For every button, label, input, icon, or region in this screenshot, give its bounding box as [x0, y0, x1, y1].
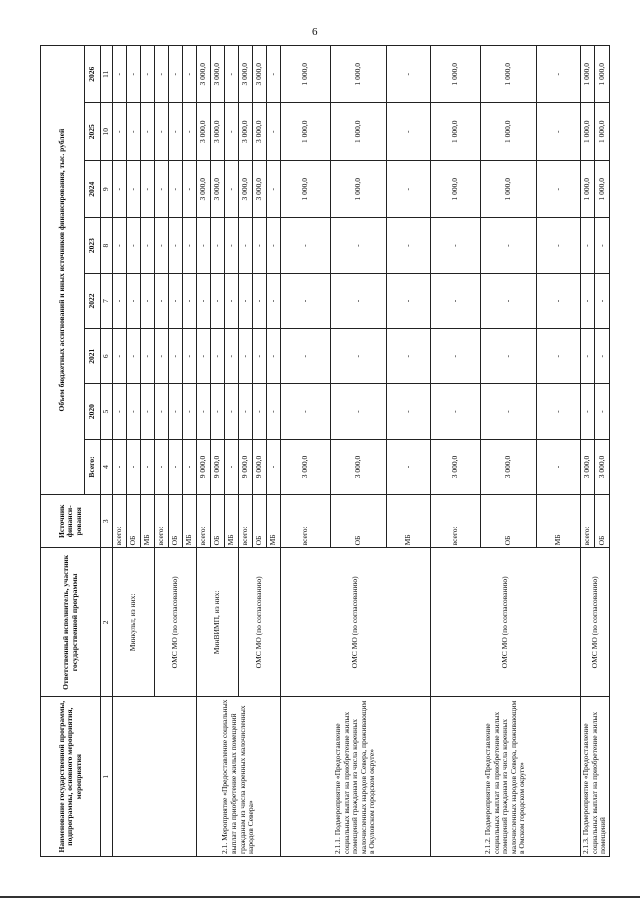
- row-value: -: [155, 384, 169, 439]
- row-value: -: [127, 329, 141, 384]
- row-value: -: [225, 329, 239, 384]
- row-value: 1 000,0: [281, 103, 331, 160]
- row-value: -: [431, 329, 481, 384]
- row-value: -: [197, 384, 211, 439]
- row-value: -: [169, 384, 183, 439]
- row-value: -: [481, 273, 537, 328]
- row-value: -: [127, 218, 141, 273]
- row-value: -: [141, 329, 155, 384]
- header-year: 2021: [85, 329, 101, 384]
- table-row: [113, 46, 127, 857]
- row-value: -: [431, 384, 481, 439]
- header-executor: Ответственный исполнитель, участник государственной программы: [41, 548, 101, 697]
- row-name: 2.1.2. Подмероприятие «Предоставление социальных выплат на приобретение жилых помещений гражданам из числа коренных малочисленных народов Севера, проживающим в Омском городском округе»: [431, 697, 581, 857]
- header-year: 2022: [85, 273, 101, 328]
- row-executor: Минкульт, из них:: [113, 548, 155, 697]
- row-source: всего:: [431, 495, 481, 548]
- row-value: -: [387, 103, 431, 160]
- row-executor: ОМС МО (по согласованию): [431, 548, 581, 697]
- row-source: МБ: [537, 495, 581, 548]
- row-value: -: [537, 384, 581, 439]
- row-value: -: [141, 103, 155, 160]
- row-value: -: [155, 103, 169, 160]
- page-number: 6: [312, 26, 318, 38]
- row-value: 1 000,0: [581, 103, 595, 160]
- table-row: [281, 46, 331, 857]
- row-value: -: [183, 46, 197, 104]
- row-value: -: [331, 218, 387, 273]
- row-source: ОБ: [169, 495, 183, 548]
- column-number: 10: [101, 103, 113, 160]
- row-value: -: [169, 160, 183, 217]
- row-value: -: [537, 103, 581, 160]
- row-value: -: [155, 273, 169, 328]
- header-year: 2026: [85, 46, 101, 104]
- row-value: -: [127, 439, 141, 494]
- row-value: -: [155, 329, 169, 384]
- header-funding: Объем бюджетных ассигнований и иных источников финансирования, тыс. рублей: [41, 46, 85, 495]
- row-name: 2.1. Мероприятие «Предоставление социальных выплат на приобретение жилых помещений гражданам из числа коренных малочисленных народов Севера»: [197, 697, 281, 857]
- row-source: МБ: [225, 495, 239, 548]
- row-value: -: [537, 160, 581, 217]
- row-value: 9 000,0: [239, 439, 253, 494]
- row-value: -: [127, 160, 141, 217]
- row-value: -: [183, 103, 197, 160]
- row-value: 3 000,0: [253, 160, 267, 217]
- row-value: -: [537, 439, 581, 494]
- row-value: -: [481, 384, 537, 439]
- row-value: 3 000,0: [239, 46, 253, 104]
- row-value: -: [113, 160, 127, 217]
- row-value: -: [211, 384, 225, 439]
- funding-table: [40, 45, 610, 857]
- row-value: 1 000,0: [581, 160, 595, 217]
- row-value: -: [197, 218, 211, 273]
- row-value: -: [127, 384, 141, 439]
- row-source: всего:: [239, 495, 253, 548]
- row-value: -: [253, 384, 267, 439]
- table-row: [581, 46, 595, 857]
- row-value: 1 000,0: [331, 160, 387, 217]
- row-name: 2.1.1. Подмероприятие «Предоставление социальных выплат на приобретение жилых помещений гражданам из числа коренных малочисленных народов Севера, проживающим в Окуловском городском округе»: [281, 697, 431, 857]
- table-row: [431, 46, 481, 857]
- row-executor: ОМС МО (по согласованию): [281, 548, 431, 697]
- row-value: 1 000,0: [595, 46, 609, 104]
- column-number: 5: [101, 384, 113, 439]
- row-source: МБ: [183, 495, 197, 548]
- row-value: -: [113, 329, 127, 384]
- row-value: -: [211, 329, 225, 384]
- row-value: 3 000,0: [211, 160, 225, 217]
- row-value: -: [225, 218, 239, 273]
- row-value: -: [431, 218, 481, 273]
- row-value: -: [211, 218, 225, 273]
- row-value: -: [113, 273, 127, 328]
- row-value: -: [127, 46, 141, 104]
- row-source: ОБ: [127, 495, 141, 548]
- row-value: -: [595, 384, 609, 439]
- row-value: -: [581, 384, 595, 439]
- row-value: -: [281, 218, 331, 273]
- row-source: всего:: [113, 495, 127, 548]
- row-value: -: [331, 273, 387, 328]
- header-source: Источник финанси-рования: [41, 495, 101, 548]
- row-value: -: [169, 218, 183, 273]
- row-name: 2.1.3. Подмероприятие «Предоставление социальных выплат на приобретение жилых помещений: [581, 697, 610, 857]
- row-value: -: [169, 46, 183, 104]
- row-value: -: [211, 273, 225, 328]
- page-bottom-rule: [0, 896, 640, 898]
- row-source: МБ: [267, 495, 281, 548]
- row-value: -: [581, 329, 595, 384]
- header-year: 2025: [85, 103, 101, 160]
- row-executor: ОМС МО (по согласованию): [239, 548, 281, 697]
- row-value: -: [267, 384, 281, 439]
- row-value: -: [141, 218, 155, 273]
- column-number: 9: [101, 160, 113, 217]
- row-value: -: [595, 273, 609, 328]
- table-body: [113, 46, 610, 857]
- header-name: Наименование государственной программы, подпрограммы, основного мероприятия, мероприятия: [41, 697, 101, 857]
- row-value: -: [595, 218, 609, 273]
- row-value: 1 000,0: [581, 46, 595, 104]
- header-year: 2020: [85, 384, 101, 439]
- row-value: -: [183, 384, 197, 439]
- row-value: -: [113, 218, 127, 273]
- column-number: 7: [101, 273, 113, 328]
- row-value: -: [387, 46, 431, 104]
- row-value: 3 000,0: [197, 103, 211, 160]
- row-value: -: [155, 439, 169, 494]
- row-value: -: [267, 160, 281, 217]
- row-value: 9 000,0: [253, 439, 267, 494]
- row-value: -: [253, 273, 267, 328]
- row-value: -: [183, 329, 197, 384]
- column-number: 4: [101, 439, 113, 494]
- row-value: -: [387, 273, 431, 328]
- column-number: 1: [101, 697, 113, 857]
- row-value: 3 000,0: [595, 439, 609, 494]
- row-value: 1 000,0: [431, 46, 481, 104]
- row-value: -: [239, 384, 253, 439]
- row-value: -: [225, 160, 239, 217]
- row-value: -: [141, 46, 155, 104]
- row-value: -: [169, 439, 183, 494]
- row-value: 1 000,0: [431, 160, 481, 217]
- row-value: -: [183, 273, 197, 328]
- row-value: -: [113, 439, 127, 494]
- row-source: ОБ: [595, 495, 609, 548]
- row-value: -: [267, 273, 281, 328]
- row-value: -: [267, 439, 281, 494]
- row-value: -: [537, 329, 581, 384]
- row-value: -: [155, 160, 169, 217]
- row-value: 3 000,0: [431, 439, 481, 494]
- row-value: -: [537, 218, 581, 273]
- row-value: -: [267, 218, 281, 273]
- row-value: 9 000,0: [211, 439, 225, 494]
- header-total: Всего:: [85, 439, 101, 494]
- row-value: 3 000,0: [253, 46, 267, 104]
- row-value: -: [331, 329, 387, 384]
- row-value: 1 000,0: [331, 103, 387, 160]
- row-value: -: [253, 329, 267, 384]
- row-value: -: [431, 273, 481, 328]
- row-value: -: [481, 218, 537, 273]
- row-value: -: [225, 384, 239, 439]
- row-source: МБ: [387, 495, 431, 548]
- column-number: 8: [101, 218, 113, 273]
- rotated-table-container: [40, 45, 608, 857]
- row-value: -: [225, 46, 239, 104]
- row-value: -: [267, 329, 281, 384]
- row-value: -: [253, 218, 267, 273]
- row-value: -: [537, 273, 581, 328]
- column-number: 2: [101, 548, 113, 697]
- row-value: 3 000,0: [211, 103, 225, 160]
- row-value: -: [141, 384, 155, 439]
- row-source: ОБ: [211, 495, 225, 548]
- row-source: всего:: [281, 495, 331, 548]
- row-value: -: [331, 384, 387, 439]
- row-value: 3 000,0: [239, 103, 253, 160]
- row-value: -: [537, 46, 581, 104]
- row-value: 1 000,0: [481, 46, 537, 104]
- row-value: 3 000,0: [197, 46, 211, 104]
- row-value: 1 000,0: [281, 160, 331, 217]
- row-value: -: [387, 439, 431, 494]
- row-value: -: [169, 329, 183, 384]
- row-value: -: [595, 329, 609, 384]
- row-value: 1 000,0: [595, 160, 609, 217]
- table-row: [197, 46, 211, 857]
- row-value: -: [141, 160, 155, 217]
- row-source: ОБ: [331, 495, 387, 548]
- row-source: всего:: [581, 495, 595, 548]
- document-sheet: [40, 45, 608, 857]
- header-year: 2024: [85, 160, 101, 217]
- row-value: -: [183, 160, 197, 217]
- row-value: 9 000,0: [197, 439, 211, 494]
- row-source: ОБ: [253, 495, 267, 548]
- row-name: [113, 697, 197, 857]
- row-value: -: [581, 218, 595, 273]
- row-value: 1 000,0: [331, 46, 387, 104]
- row-value: -: [141, 439, 155, 494]
- column-number: 11: [101, 46, 113, 104]
- row-value: -: [281, 384, 331, 439]
- column-number-row: [101, 46, 113, 857]
- row-value: -: [387, 218, 431, 273]
- row-value: -: [141, 273, 155, 328]
- row-source: ОБ: [481, 495, 537, 548]
- row-value: -: [127, 273, 141, 328]
- row-value: -: [387, 384, 431, 439]
- column-number: 3: [101, 495, 113, 548]
- row-executor: ОМС МО (по согласованию): [155, 548, 197, 697]
- row-value: 3 000,0: [581, 439, 595, 494]
- row-value: -: [155, 218, 169, 273]
- row-value: -: [281, 329, 331, 384]
- row-value: 3 000,0: [281, 439, 331, 494]
- row-value: -: [481, 329, 537, 384]
- row-value: -: [127, 103, 141, 160]
- row-value: 1 000,0: [595, 103, 609, 160]
- row-value: 3 000,0: [197, 160, 211, 217]
- row-value: 3 000,0: [211, 46, 225, 104]
- header-year: 2023: [85, 218, 101, 273]
- row-source: всего:: [197, 495, 211, 548]
- row-value: -: [225, 273, 239, 328]
- row-value: -: [225, 103, 239, 160]
- row-executor: МинВИМП, из них:: [197, 548, 239, 697]
- row-value: -: [113, 46, 127, 104]
- row-value: 3 000,0: [239, 160, 253, 217]
- row-value: -: [183, 439, 197, 494]
- row-executor: ОМС МО (по согласованию): [581, 548, 610, 697]
- row-value: -: [581, 273, 595, 328]
- row-value: 1 000,0: [481, 160, 537, 217]
- row-value: -: [267, 103, 281, 160]
- row-value: 1 000,0: [431, 103, 481, 160]
- row-value: 1 000,0: [281, 46, 331, 104]
- row-value: -: [169, 273, 183, 328]
- row-source: всего:: [155, 495, 169, 548]
- row-value: -: [169, 103, 183, 160]
- row-value: -: [225, 439, 239, 494]
- row-value: -: [387, 329, 431, 384]
- row-value: 3 000,0: [253, 103, 267, 160]
- row-value: -: [113, 384, 127, 439]
- row-source: МБ: [141, 495, 155, 548]
- row-value: -: [239, 273, 253, 328]
- row-value: -: [113, 103, 127, 160]
- row-value: -: [197, 329, 211, 384]
- row-value: -: [183, 218, 197, 273]
- row-value: -: [239, 218, 253, 273]
- row-value: -: [281, 273, 331, 328]
- row-value: -: [155, 46, 169, 104]
- row-value: 3 000,0: [481, 439, 537, 494]
- row-value: -: [387, 160, 431, 217]
- row-value: -: [267, 46, 281, 104]
- row-value: -: [197, 273, 211, 328]
- row-value: 1 000,0: [481, 103, 537, 160]
- row-value: 3 000,0: [331, 439, 387, 494]
- column-number: 6: [101, 329, 113, 384]
- row-value: -: [239, 329, 253, 384]
